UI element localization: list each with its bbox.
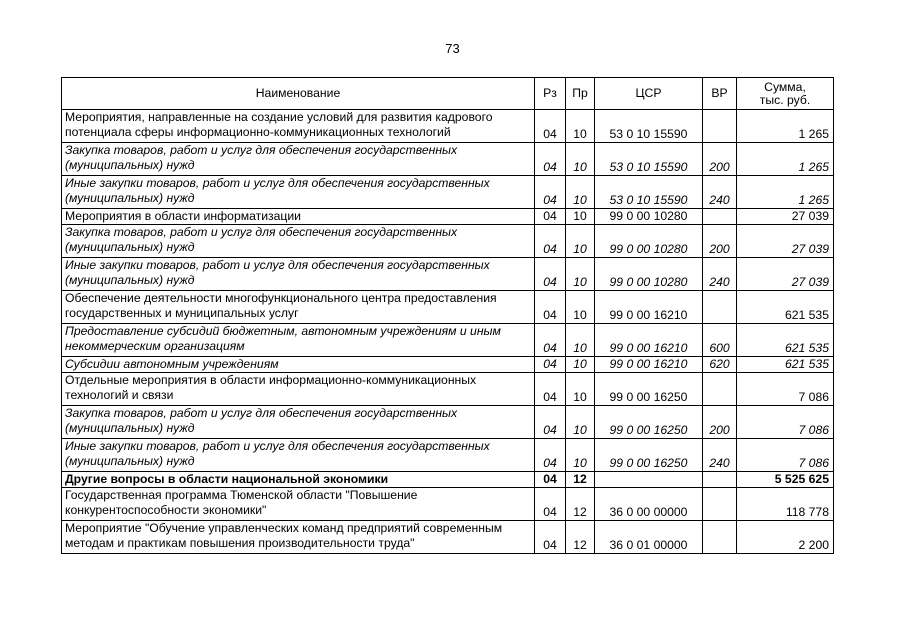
cell-rz: 04 — [535, 291, 566, 324]
table-row — [62, 472, 834, 488]
cell-csr: 99 0 00 16250 — [595, 406, 703, 439]
cell-rz: 04 — [535, 439, 566, 472]
table-row — [62, 406, 834, 439]
cell-rz: 04 — [535, 521, 566, 554]
cell-name: Государственная программа Тюменской области "Повышение конкурентоспособности экономики" — [62, 488, 535, 521]
cell-name: Другие вопросы в области национальной экономики — [62, 472, 535, 488]
cell-csr: 99 0 00 10280 — [595, 225, 703, 258]
cell-vr: 620 — [703, 357, 737, 373]
cell-name: Мероприятия в области информатизации — [62, 209, 535, 225]
cell-pr: 10 — [566, 439, 595, 472]
cell-sum: 27 039 — [737, 258, 834, 291]
cell-pr: 10 — [566, 324, 595, 357]
cell-name: Обеспечение деятельности многофункционального центра предоставления государственных и муниципальных услуг — [62, 291, 535, 324]
cell-sum: 2 200 — [737, 521, 834, 554]
header-sum-line1: Сумма, — [764, 79, 806, 94]
cell-name: Отдельные мероприятия в области информационно-коммуникационных технологий и связи — [62, 373, 535, 406]
cell-pr: 10 — [566, 258, 595, 291]
cell-csr: 53 0 10 15590 — [595, 110, 703, 143]
cell-vr: 600 — [703, 324, 737, 357]
cell-csr: 36 0 00 00000 — [595, 488, 703, 521]
table-row — [62, 324, 834, 357]
cell-pr: 12 — [566, 488, 595, 521]
cell-sum: 5 525 625 — [737, 472, 834, 488]
cell-csr: 53 0 10 15590 — [595, 143, 703, 176]
cell-sum: 1 265 — [737, 110, 834, 143]
cell-name: Иные закупки товаров, работ и услуг для обеспечения государственных (муниципальных) нужд — [62, 176, 535, 209]
cell-pr: 10 — [566, 176, 595, 209]
cell-rz: 04 — [535, 373, 566, 406]
cell-rz: 04 — [535, 324, 566, 357]
cell-sum: 1 265 — [737, 176, 834, 209]
cell-vr: 240 — [703, 258, 737, 291]
cell-name: Иные закупки товаров, работ и услуг для обеспечения государственных (муниципальных) нужд — [62, 439, 535, 472]
cell-name: Мероприятия, направленные на создание условий для развития кадрового потенциала сферы информационно-коммуникационных технологий — [62, 110, 535, 143]
cell-rz: 04 — [535, 143, 566, 176]
cell-vr: 200 — [703, 406, 737, 439]
cell-rz: 04 — [535, 110, 566, 143]
cell-vr — [703, 110, 737, 143]
cell-rz: 04 — [535, 472, 566, 488]
cell-rz: 04 — [535, 176, 566, 209]
cell-sum: 7 086 — [737, 373, 834, 406]
cell-pr: 10 — [566, 110, 595, 143]
table-row — [62, 373, 834, 406]
cell-csr: 99 0 00 10280 — [595, 209, 703, 225]
cell-name: Иные закупки товаров, работ и услуг для обеспечения государственных (муниципальных) нужд — [62, 258, 535, 291]
cell-vr — [703, 291, 737, 324]
table-row — [62, 357, 834, 373]
cell-pr: 10 — [566, 357, 595, 373]
header-rz: Рз — [535, 78, 566, 110]
cell-vr — [703, 472, 737, 488]
cell-csr: 99 0 00 16210 — [595, 291, 703, 324]
cell-pr: 10 — [566, 406, 595, 439]
cell-name: Мероприятие "Обучение управленческих команд предприятий современным методам и практикам повышения производительности труда" — [62, 521, 535, 554]
cell-vr: 200 — [703, 225, 737, 258]
cell-name: Закупка товаров, работ и услуг для обеспечения государственных (муниципальных) нужд — [62, 406, 535, 439]
cell-csr — [595, 472, 703, 488]
cell-sum: 27 039 — [737, 225, 834, 258]
cell-sum: 7 086 — [737, 406, 834, 439]
cell-rz: 04 — [535, 406, 566, 439]
header-name: Наименование — [62, 78, 535, 110]
cell-vr — [703, 373, 737, 406]
cell-sum: 7 086 — [737, 439, 834, 472]
budget-table — [61, 77, 834, 554]
cell-csr: 99 0 00 16250 — [595, 373, 703, 406]
cell-pr: 10 — [566, 225, 595, 258]
cell-vr: 240 — [703, 439, 737, 472]
cell-pr: 12 — [566, 472, 595, 488]
table-row — [62, 176, 834, 209]
table-row — [62, 439, 834, 472]
cell-sum: 621 535 — [737, 291, 834, 324]
cell-rz: 04 — [535, 488, 566, 521]
cell-vr — [703, 209, 737, 225]
cell-name: Закупка товаров, работ и услуг для обеспечения государственных (муниципальных) нужд — [62, 225, 535, 258]
table-body — [62, 110, 834, 554]
cell-pr: 10 — [566, 143, 595, 176]
table-row — [62, 110, 834, 143]
header-sum-line2: тыс. руб. — [759, 92, 811, 107]
cell-name: Закупка товаров, работ и услуг для обеспечения государственных (муниципальных) нужд — [62, 143, 535, 176]
cell-sum: 118 778 — [737, 488, 834, 521]
cell-rz: 04 — [535, 258, 566, 291]
cell-csr: 53 0 10 15590 — [595, 176, 703, 209]
cell-name: Предоставление субсидий бюджетным, автономным учреждениям и иным некоммерческим организациям — [62, 324, 535, 357]
cell-csr: 36 0 01 00000 — [595, 521, 703, 554]
cell-pr: 10 — [566, 209, 595, 225]
table-row — [62, 225, 834, 258]
cell-sum: 621 535 — [737, 357, 834, 373]
cell-csr: 99 0 00 10280 — [595, 258, 703, 291]
table-row — [62, 143, 834, 176]
cell-rz: 04 — [535, 225, 566, 258]
table-row — [62, 521, 834, 554]
cell-pr: 10 — [566, 291, 595, 324]
cell-name: Субсидии автономным учреждениям — [62, 357, 535, 373]
cell-rz: 04 — [535, 209, 566, 225]
cell-pr: 10 — [566, 373, 595, 406]
table-header-row — [62, 78, 834, 110]
cell-sum: 27 039 — [737, 209, 834, 225]
table-row — [62, 488, 834, 521]
cell-csr: 99 0 00 16250 — [595, 439, 703, 472]
cell-sum: 1 265 — [737, 143, 834, 176]
table-row — [62, 258, 834, 291]
header-vr: ВР — [703, 78, 737, 110]
table-row — [62, 209, 834, 225]
cell-rz: 04 — [535, 357, 566, 373]
page-number: 73 — [445, 41, 460, 56]
cell-vr: 200 — [703, 143, 737, 176]
cell-csr: 99 0 00 16210 — [595, 324, 703, 357]
header-sum — [737, 78, 834, 110]
header-csr: ЦСР — [595, 78, 703, 110]
cell-csr: 99 0 00 16210 — [595, 357, 703, 373]
header-pr: Пр — [566, 78, 595, 110]
cell-vr — [703, 521, 737, 554]
cell-vr: 240 — [703, 176, 737, 209]
cell-sum: 621 535 — [737, 324, 834, 357]
cell-vr — [703, 488, 737, 521]
table-row — [62, 291, 834, 324]
cell-pr: 12 — [566, 521, 595, 554]
